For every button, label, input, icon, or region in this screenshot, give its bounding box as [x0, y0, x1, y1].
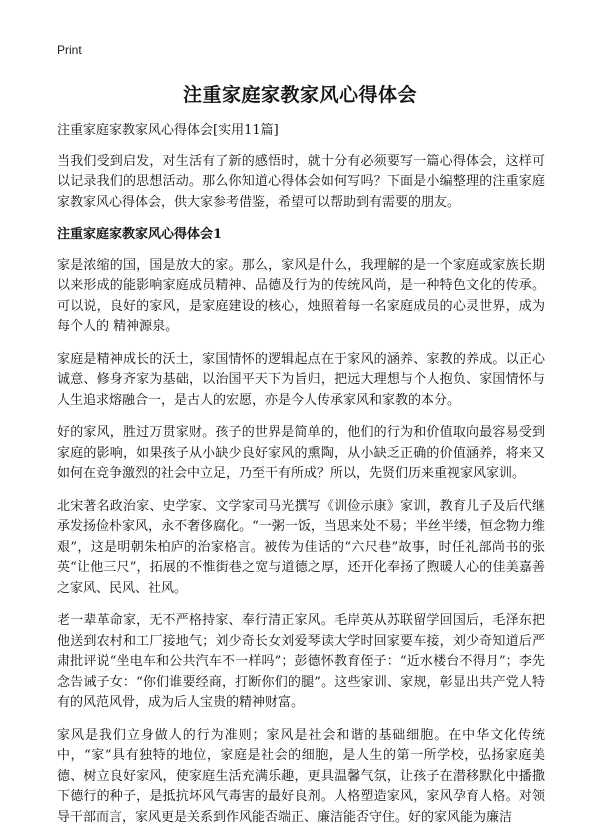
document-subtitle: 注重家庭家教家风心得体会[实用11篇]: [57, 123, 279, 138]
body-paragraph-6: 家风是我们立身做人的行为准则；家风是社会和谐的基础细胞。在中华文化传统中，“家”具有独特的地位，家庭是社会的细胞，是人生的第一所学校，弘扬家庭美德、树立良好家风，使家庭生活充满乐趣，更具温馨气氛，让孩子在潜移默化中播撒下德行的种子，是抵抗坏风气毒害的最好良剂。人格塑造家风，家风孕育人格。对领导干部而言，家风更是关系到作风能否端正、廉洁能否守住。好的家风能为廉洁: [57, 727, 545, 825]
document-title: 注重家庭家教家风心得体会: [182, 84, 417, 106]
body-paragraph-5: 老一辈革命家，无不严格持家、奉行清正家风。毛岸英从苏联留学回国后，毛泽东把他送到农村和工厂接地气；刘少奇长女刘爱琴读大学时回家要车接，刘少奇知道后严肃批评说“坐电车和公共汽车不一样吗”；彭德怀教育侄子：“近水楼台不得月”；李先念告诫子女：“你们谁要经商，打断你们的腿”。这些家训、家规，彰显出共产党人特有的风范风骨，成为后人宝贵的精神财富。: [57, 613, 545, 710]
body-paragraph-2: 家庭是精神成长的沃土，家国情怀的逻辑起点在于家风的涵养、家教的养成。以正心诚意、修身齐家为基础，以治国平天下为旨归，把远大理想与个人抱负、家国情怀与人生追求熔融合一，是古人的宏愿，亦是今人传承家风和家教的本分。: [57, 351, 545, 408]
section-heading: 注重家庭家教家风心得体会1: [57, 227, 223, 242]
body-paragraph-1: 家是浓缩的国，国是放大的家。那么，家风是什么，我理解的是一个家庭或家族长期以来形成的能影响家庭成员精神、品德及行为的传统风尚，是一种特色文化的传承。可以说，良好的家风，是家庭建设的核心，烛照着每一名家庭成员的心灵世界，成为每个人的 精神源泉。: [57, 257, 545, 334]
body-paragraph-3: 好的家风，胜过万贯家财。孩子的世界是简单的，他们的行为和价值取向最容易受到家庭的影响，如果孩子从小缺少良好家风的熏陶，从小缺乏正确的价值涵养，将来又如何在竞争激烈的社会中立足，乃至干有所成？所以，先贤们历来重视家风家训。: [57, 425, 545, 481]
print-link[interactable]: Print: [57, 43, 82, 57]
body-paragraph-4: 北宋著名政治家、史学家、文学家司马光撰写《训俭示康》家训，教育儿子及后代继承发扬俭朴家风，永不奢侈腐化。“一粥一饭，当思来处不易；半丝半缕，恒念物力维艰”，这是明朝朱柏庐的治家格言。被传为佳话的“六尺巷”故事，时任礼部尚书的张英“让他三尺”，拓展的不惟街巷之宽与道德之厚，还开化奉扬了煦暖人心的佳美嘉善之家风、民风、社风。: [57, 498, 545, 596]
intro-paragraph: 当我们受到启发，对生活有了新的感悟时，就十分有必须要写一篇心得体会，这样可以记录我们的思想活动。那么你知道心得体会如何写吗？下面是小编整理的注重家庭家教家风心得体会，供大家参考借鉴，希望可以帮助到有需要的朋友。: [57, 153, 545, 210]
document-body: [57, 121, 545, 828]
